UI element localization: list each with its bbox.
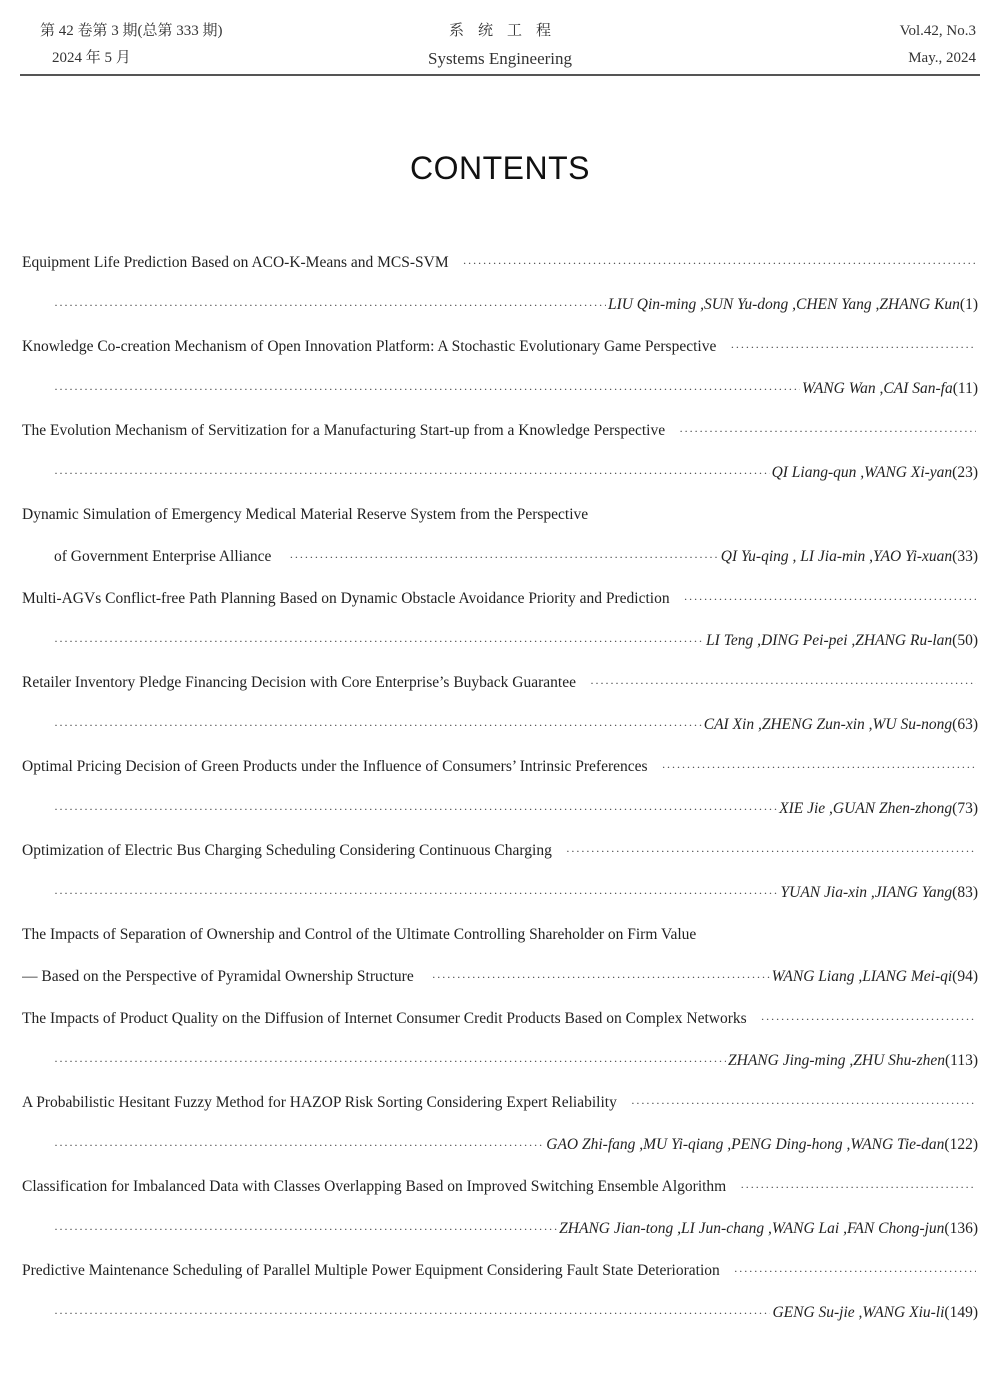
article-title: Optimal Pricing Decision of Green Products under the Influence of Consumers’ Intrinsic Preferences [22, 758, 648, 775]
article-authors: WANG Wan ,CAI San-fa [801, 380, 953, 397]
toc-entry[interactable] [22, 1256, 978, 1340]
page-number[interactable]: (136) [944, 1220, 978, 1237]
toc-entry-title-line [22, 836, 978, 878]
article-authors: ZHANG Jing-ming ,ZHU Shu-zhen [728, 1052, 945, 1069]
toc-entry[interactable] [22, 668, 978, 752]
dot-leader [734, 1256, 976, 1286]
page-number[interactable]: (50) [952, 632, 978, 649]
toc-entry-title-line [22, 248, 978, 290]
table-of-contents [22, 248, 978, 1340]
toc-entry-title-line [22, 1004, 978, 1046]
issue-volume: 第 42 卷第 3 期(总第 333 期) [40, 23, 223, 39]
issue-date-en: May., 2024 [908, 50, 976, 66]
toc-entry[interactable] [22, 1088, 978, 1172]
article-authors: LIU Qin-ming ,SUN Yu-dong ,CHEN Yang ,ZHANG Kun [607, 296, 960, 313]
toc-entry-title-line [22, 584, 978, 626]
dot-leader [54, 458, 770, 488]
toc-entry-title-line [22, 500, 978, 542]
dot-leader [432, 962, 770, 992]
toc-entry[interactable] [22, 332, 978, 416]
dot-leader [684, 584, 976, 614]
toc-entry[interactable] [22, 416, 978, 500]
article-authors: ZHANG Jian-tong ,LI Jun-chang ,WANG Lai ,FAN Chong-jun [559, 1220, 945, 1237]
page-number[interactable]: (23) [952, 464, 978, 481]
dot-leader [54, 1214, 557, 1244]
article-authors: WANG Liang ,LIANG Mei-qi [771, 968, 953, 985]
article-title: Equipment Life Prediction Based on ACO-K-Means and MCS-SVM [22, 254, 449, 271]
toc-entry-author-line [22, 458, 978, 500]
article-title-continued: of Government Enterprise Alliance [54, 548, 272, 565]
dot-leader [54, 374, 800, 404]
toc-entry[interactable] [22, 584, 978, 668]
dot-leader [54, 794, 777, 824]
article-authors: QI Yu-qing , LI Jia-min ,YAO Yi-xuan [720, 548, 953, 565]
article-title: A Probabilistic Hesitant Fuzzy Method for HAZOP Risk Sorting Considering Expert Reliability [22, 1094, 617, 1111]
dot-leader [54, 290, 606, 320]
dot-leader [463, 248, 976, 278]
header-divider [20, 74, 980, 76]
dot-leader [730, 332, 976, 362]
dot-leader [679, 416, 976, 446]
page-header [20, 14, 980, 76]
toc-entry-author-line [22, 626, 978, 668]
page-number[interactable]: (83) [952, 884, 978, 901]
toc-entry-title-line [22, 1088, 978, 1130]
journal-name-en: Systems Engineering [427, 49, 572, 68]
issue-info-en [900, 18, 976, 72]
journal-name [20, 18, 980, 72]
article-title: Knowledge Co-creation Mechanism of Open Innovation Platform: A Stochastic Evolutionary Game Perspective [22, 338, 717, 355]
toc-entry-title-line [22, 332, 978, 374]
dot-leader [54, 626, 704, 656]
dot-leader [54, 1298, 770, 1328]
toc-entry-author-line [22, 878, 978, 920]
toc-entry-author-line [22, 1046, 978, 1088]
dot-leader [54, 710, 702, 740]
article-authors: LI Teng ,DING Pei-pei ,ZHANG Ru-lan [706, 632, 953, 649]
issue-date-cn: 2024 年 5 月 [52, 50, 131, 66]
toc-entry-author-line [22, 290, 978, 332]
toc-entry[interactable] [22, 836, 978, 920]
dot-leader [566, 836, 976, 866]
dot-leader [590, 668, 976, 698]
toc-entry-title-line [22, 1172, 978, 1214]
toc-entry-author-line [22, 542, 978, 584]
toc-entry-author-line [22, 1214, 978, 1256]
page-number[interactable]: (33) [952, 548, 978, 565]
page-number[interactable]: (11) [952, 380, 978, 397]
toc-entry[interactable] [22, 752, 978, 836]
article-authors: GAO Zhi-fang ,MU Yi-qiang ,PENG Ding-hong ,WANG Tie-dan [546, 1136, 945, 1153]
page-number[interactable]: (113) [945, 1052, 978, 1069]
article-authors: YUAN Jia-xin ,JIANG Yang [780, 884, 953, 901]
dot-leader [662, 752, 976, 782]
dot-leader [54, 1130, 544, 1160]
page-number[interactable]: (1) [959, 296, 978, 313]
article-title: The Impacts of Separation of Ownership and Control of the Ultimate Controlling Shareholder on Firm Value [22, 926, 697, 943]
toc-entry-author-line [22, 1298, 978, 1340]
article-title: The Evolution Mechanism of Servitization for a Manufacturing Start-up from a Knowledge Perspective [22, 422, 666, 439]
article-authors: QI Liang-qun ,WANG Xi-yan [771, 464, 953, 481]
article-title: Retailer Inventory Pledge Financing Decision with Core Enterprise’s Buyback Guarantee [22, 674, 576, 691]
dot-leader [631, 1088, 976, 1118]
page-number[interactable]: (122) [944, 1136, 978, 1153]
toc-entry-author-line [22, 1130, 978, 1172]
toc-entry[interactable] [22, 920, 978, 1004]
toc-entry-title-line [22, 752, 978, 794]
dot-leader [761, 1004, 976, 1034]
volume-number: Vol.42, No.3 [899, 23, 976, 39]
article-title-continued: — Based on the Perspective of Pyramidal Ownership Structure [22, 968, 414, 985]
article-title: Predictive Maintenance Scheduling of Parallel Multiple Power Equipment Considering Fault State Deterioration [22, 1262, 720, 1279]
toc-entry[interactable] [22, 1004, 978, 1088]
journal-name-cn: 系统工程 [448, 23, 565, 39]
toc-entry-title-line [22, 668, 978, 710]
article-authors: GENG Su-jie ,WANG Xiu-li [772, 1304, 945, 1321]
dot-leader [54, 878, 779, 908]
page-number[interactable]: (63) [952, 716, 978, 733]
toc-entry-author-line [22, 374, 978, 416]
page-number[interactable]: (73) [952, 800, 978, 817]
article-title: Classification for Imbalanced Data with Classes Overlapping Based on Improved Switching Ensemble Algorithm [22, 1178, 727, 1195]
toc-entry[interactable] [22, 248, 978, 332]
toc-entry-author-line [22, 710, 978, 752]
toc-entry[interactable] [22, 500, 978, 584]
dot-leader [740, 1172, 976, 1202]
article-title: Multi-AGVs Conflict-free Path Planning Based on Dynamic Obstacle Avoidance Priority and Prediction [22, 590, 670, 607]
toc-entry-author-line [22, 962, 978, 1004]
article-title: Dynamic Simulation of Emergency Medical Material Reserve System from the Perspective [22, 506, 589, 523]
dot-leader [54, 1046, 726, 1076]
toc-entry-title-line [22, 920, 978, 962]
toc-entry[interactable] [22, 1172, 978, 1256]
page-title: CONTENTS [410, 150, 590, 186]
article-authors: CAI Xin ,ZHENG Zun-xin ,WU Su-nong [703, 716, 953, 733]
dot-leader [289, 542, 718, 572]
article-title: The Impacts of Product Quality on the Diffusion of Internet Consumer Credit Products Based on Complex Networks [22, 1010, 747, 1027]
toc-entry-title-line [22, 1256, 978, 1298]
toc-entry-author-line [22, 794, 978, 836]
toc-entry-title-line [22, 416, 978, 458]
article-authors: XIE Jie ,GUAN Zhen-zhong [779, 800, 953, 817]
page-number[interactable]: (94) [952, 968, 978, 985]
page-number[interactable]: (149) [944, 1304, 978, 1321]
article-title: Optimization of Electric Bus Charging Scheduling Considering Continuous Charging [22, 842, 552, 859]
